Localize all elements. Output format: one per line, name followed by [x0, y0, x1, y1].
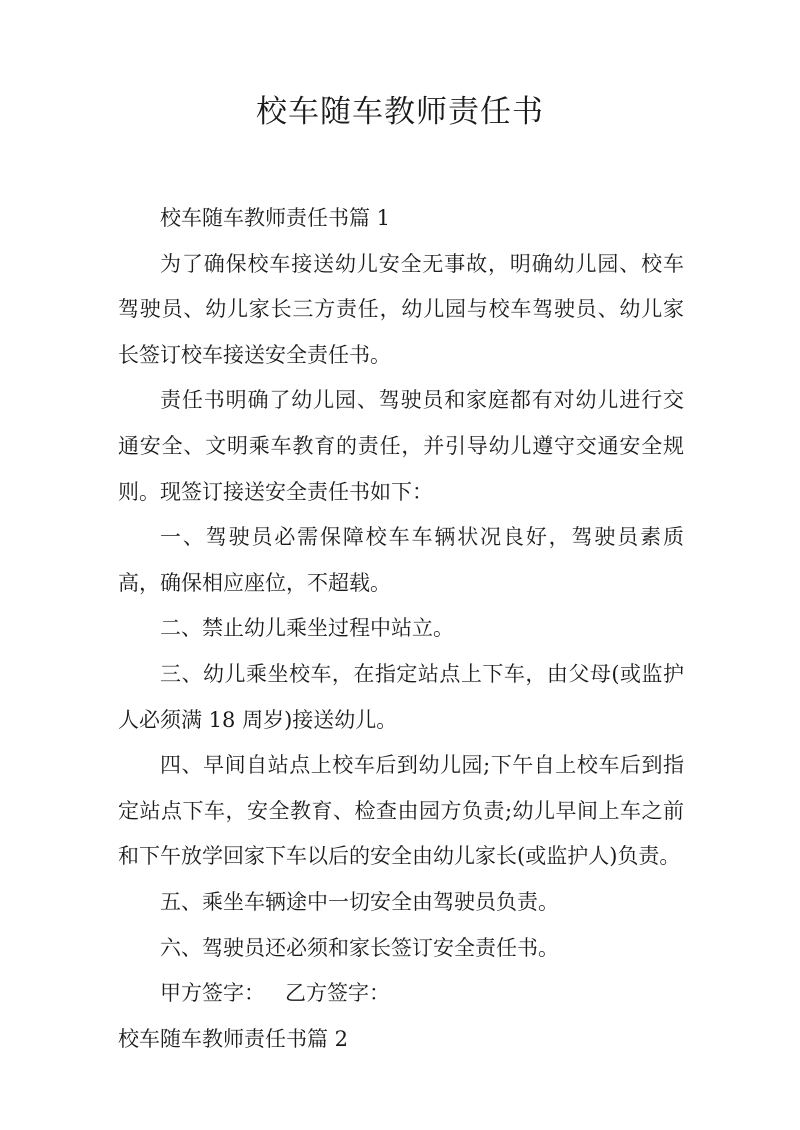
paragraph-intro: 为了确保校车接送幼儿安全无事故，明确幼儿园、校车驾驶员、幼儿家长三方责任，幼儿园与校车驾驶员、幼儿家长签订校车接送安全责任书。	[118, 251, 684, 367]
document-title: 校车随车教师责任书	[256, 94, 544, 130]
clause-5: 五、乘坐车辆途中一切安全由驾驶员负责。	[160, 889, 559, 914]
signature-line: 甲方签字： 乙方签字：	[160, 981, 391, 1006]
clause-3: 三、幼儿乘坐校车，在指定站点上下车，由父母(或监护人必须满 18 周岁)接送幼儿。	[118, 661, 684, 732]
clause-2: 二、禁止幼儿乘坐过程中站立。	[160, 616, 454, 641]
paragraph-responsibility: 责任书明确了幼儿园、驾驶员和家庭都有对幼儿进行交通安全、文明乘车教育的责任，并引导幼儿遵守交通安全规则。现签订接送安全责任书如下：	[118, 388, 684, 504]
document-body	[118, 196, 684, 1062]
section-heading: 校车随车教师责任书篇 1	[160, 206, 391, 230]
clause-4: 四、早间自站点上校车后到幼儿园;下午自上校车后到指定站点下车，安全教育、检查由园方负责;幼儿早间上车之前和下午放学回家下车以后的安全由幼儿家长(或监护人)负责。	[118, 753, 684, 869]
next-section-heading: 校车随车教师责任书篇 2	[118, 1026, 349, 1051]
clause-1: 一、驾驶员必需保障校车车辆状况良好，驾驶员素质高，确保相应座位，不超载。	[118, 525, 684, 595]
clause-6: 六、驾驶员还必须和家长签订安全责任书。	[160, 935, 559, 960]
